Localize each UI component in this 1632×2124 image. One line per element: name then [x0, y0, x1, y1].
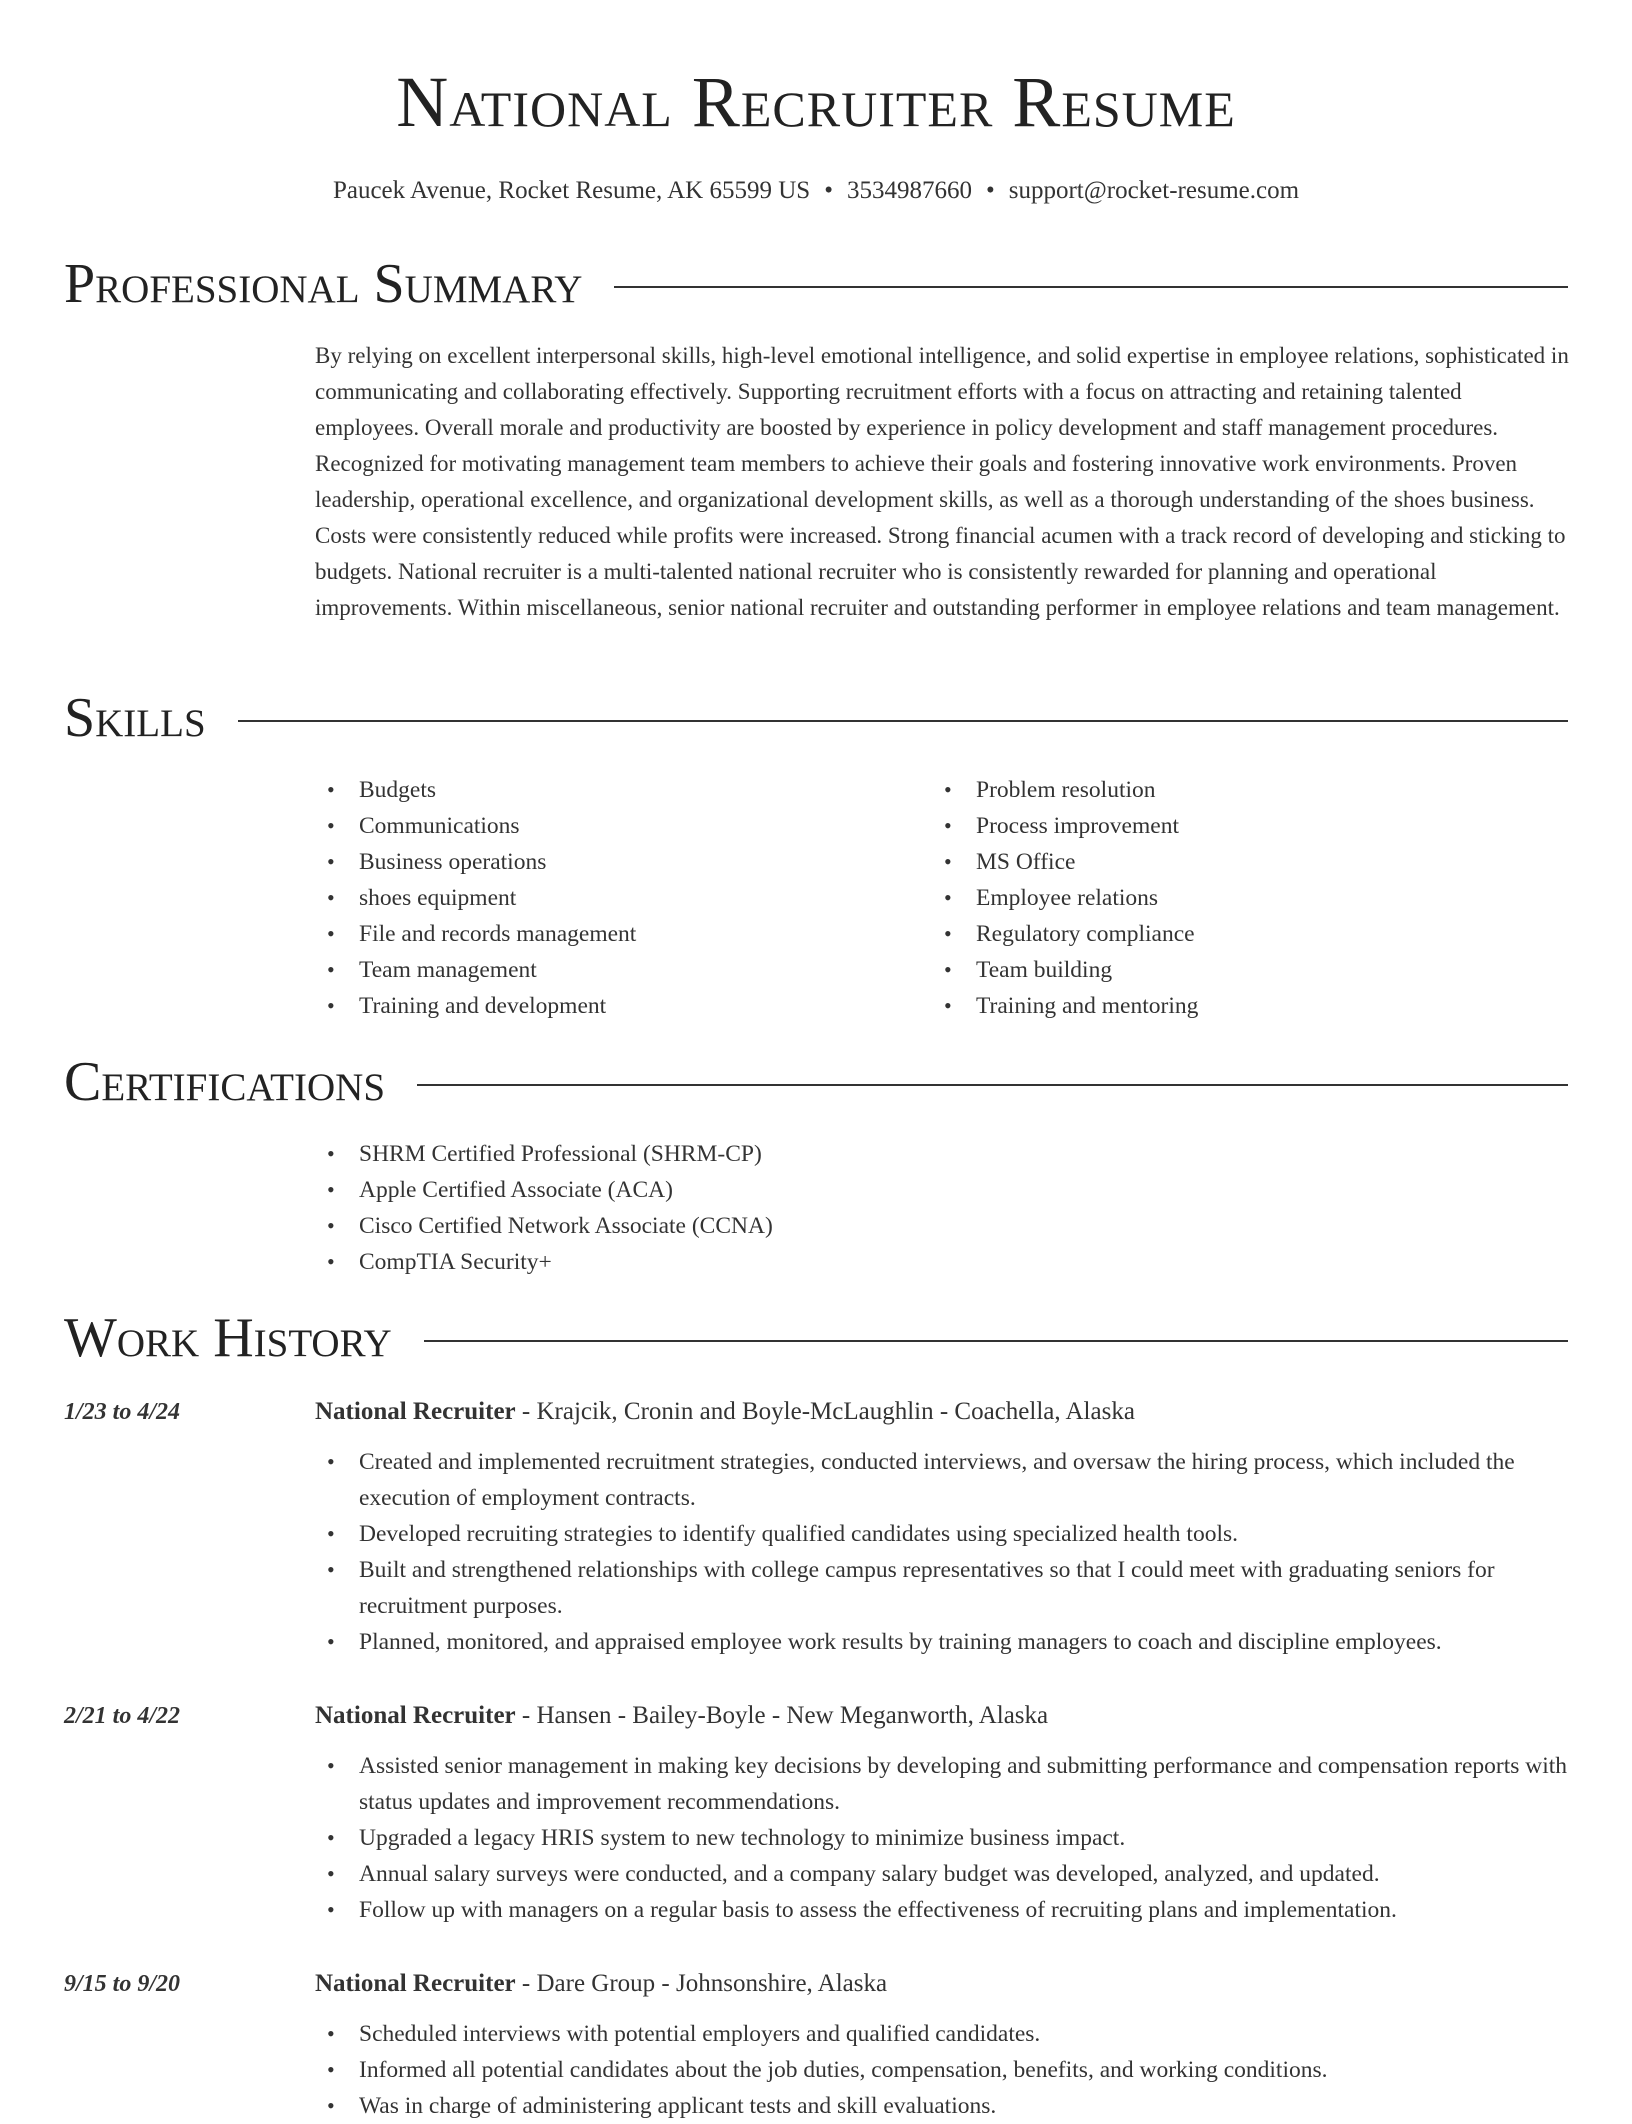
contact-email: support@rocket-resume.com — [1008, 177, 1300, 204]
skill-item: • Employee relations — [932, 880, 1532, 916]
skill-item: • Process improvement — [932, 808, 1532, 844]
job-dates: 9/15 to 9/20 — [64, 1971, 181, 1997]
certifications-section-title: Certifications — [64, 1051, 386, 1113]
section-divider — [614, 286, 1568, 288]
contact-line — [0, 174, 1632, 208]
job-duty-item: • Scheduled interviews with potential employers and qualified candidates. — [315, 2016, 1569, 2052]
skill-item: • Training and mentoring — [932, 988, 1532, 1024]
job-dates: 2/21 to 4/22 — [64, 1703, 181, 1729]
skill-item: • MS Office — [932, 844, 1532, 880]
skill-item: • Team management — [315, 952, 915, 988]
skill-item: • Regulatory compliance — [932, 916, 1532, 952]
summary-section-title: Professional Summary — [64, 253, 583, 315]
section-divider — [417, 1084, 1568, 1086]
job-duties-list — [315, 1444, 1569, 1660]
job-duties-list — [315, 1748, 1569, 1928]
skill-item: • Communications — [315, 808, 915, 844]
summary-section-header — [64, 252, 1568, 316]
job-duty-item: • Follow up with managers on a regular basis to assess the effectiveness of recruiting plans and implementation. — [315, 1892, 1569, 1928]
certification-item: • SHRM Certified Professional (SHRM-CP) — [315, 1136, 1215, 1172]
certification-item: • CompTIA Security+ — [315, 1244, 1215, 1280]
skill-item: • Training and development — [315, 988, 915, 1024]
contact-separator: • — [824, 177, 833, 204]
job-employer: - Hansen - Bailey-Boyle - New Meganworth, Alaska — [515, 1702, 1049, 1729]
work-history-section-header — [64, 1306, 1568, 1370]
job-duty-item: • Annual salary surveys were conducted, and a company salary budget was developed, analyzed, and updated. — [315, 1856, 1569, 1892]
skills-section-title: Skills — [64, 687, 206, 749]
summary-text: By relying on excellent interpersonal skills, high-level emotional intelligence, and solid expertise in employee relations, sophisticated in communicating and collaborating effectively. Supporting recruitment efforts with a focus on attracting and retaining talented employees. Overall morale and productivity are boosted by experience in policy development and staff management procedures. Recognized for motivating management team members to achieve their goals and fostering innovative work environments. Proven leadership, operational excellence, and organizational development skills, as well as a thorough understanding of the shoes business. Costs were consistently reduced while profits were increased. Strong financial acumen with a track record of developing and sticking to budgets. National recruiter is a multi-talented national recruiter who is consistently rewarded for planning and operational improvements. Within miscellaneous, senior national recruiter and outstanding performer in employee relations and team management. — [315, 343, 1569, 620]
skill-item: • Budgets — [315, 772, 915, 808]
contact-address: Paucek Avenue, Rocket Resume, AK 65599 US — [332, 177, 811, 204]
job-duty-item: • Assisted senior management in making key decisions by developing and submitting performance and compensation reports with status updates and improvement recommendations. — [315, 1748, 1569, 1820]
skills-list-right — [932, 772, 1532, 1024]
skills-section-header — [64, 686, 1568, 750]
certifications-list — [315, 1136, 1215, 1280]
work-history-section-title: Work History — [64, 1307, 392, 1369]
job-duty-item: • Developed recruiting strategies to identify qualified candidates using specialized health tools. — [315, 1516, 1569, 1552]
skill-item: • shoes equipment — [315, 880, 915, 916]
skill-item: • Problem resolution — [932, 772, 1532, 808]
job-employer: - Krajcik, Cronin and Boyle-McLaughlin - Coachella, Alaska — [515, 1398, 1135, 1425]
certification-item: • Cisco Certified Network Associate (CCNA) — [315, 1208, 1215, 1244]
job-duties-list — [315, 2016, 1569, 2124]
job-heading — [315, 1698, 1569, 1734]
job-employer: - Dare Group - Johnsonshire, Alaska — [515, 1970, 888, 1997]
skill-item: • File and records management — [315, 916, 915, 952]
skill-item: • Business operations — [315, 844, 915, 880]
job-duty-item: • Upgraded a legacy HRIS system to new technology to minimize business impact. — [315, 1820, 1569, 1856]
job-heading — [315, 1966, 1569, 2002]
job-duty-item: • Created and implemented recruitment strategies, conducted interviews, and oversaw the hiring process, which included the execution of employment contracts. — [315, 1444, 1569, 1516]
skills-list-left — [315, 772, 915, 1024]
job-title: National Recruiter — [315, 1702, 516, 1729]
job-title: National Recruiter — [315, 1970, 516, 1997]
job-duty-item: • Was in charge of administering applicant tests and skill evaluations. — [315, 2088, 1569, 2124]
job-dates: 1/23 to 4/24 — [64, 1399, 181, 1425]
job-heading — [315, 1394, 1569, 1430]
certification-item: • Apple Certified Associate (ACA) — [315, 1172, 1215, 1208]
skill-item: • Team building — [932, 952, 1532, 988]
job-duty-item: • Planned, monitored, and appraised employee work results by training managers to coach and discipline employees. — [315, 1624, 1569, 1660]
contact-phone: 3534987660 — [846, 177, 972, 204]
section-divider — [424, 1340, 1568, 1342]
contact-separator: • — [985, 177, 995, 204]
job-title: National Recruiter — [315, 1398, 516, 1425]
section-divider — [238, 720, 1568, 722]
job-duty-item: • Built and strengthened relationships with college campus representatives so that I could meet with graduating seniors for recruitment purposes. — [315, 1552, 1569, 1624]
resume-title: National Recruiter Resume — [396, 62, 1236, 142]
certifications-section-header — [64, 1050, 1568, 1114]
job-duty-item: • Informed all potential candidates about the job duties, compensation, benefits, and working conditions. — [315, 2052, 1569, 2088]
